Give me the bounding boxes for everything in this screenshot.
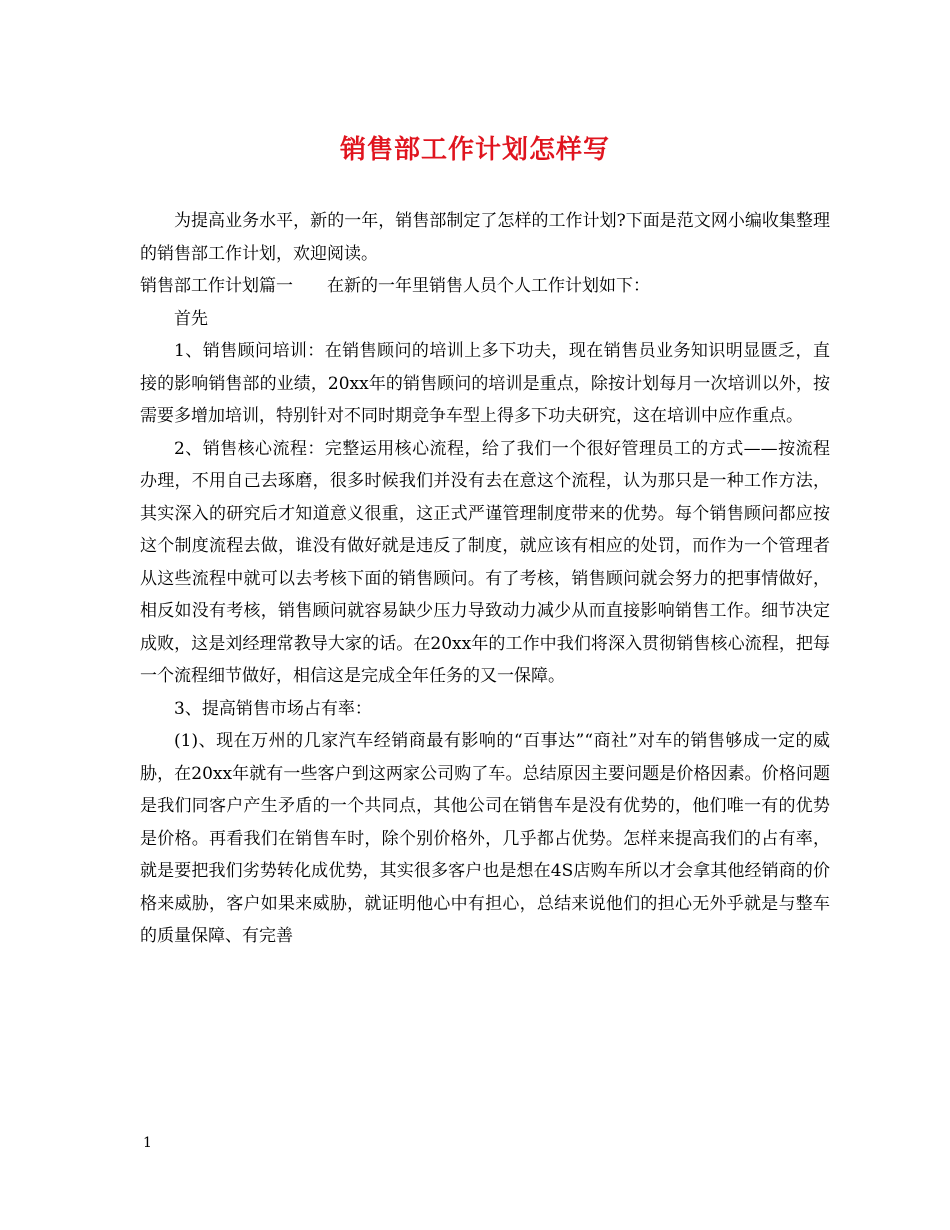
intro-paragraph: 为提高业务水平，新的一年，销售部制定了怎样的工作计划?下面是范文网小编收集整理的销售部工作计划，欢迎阅读。	[140, 211, 830, 264]
item3-1-paragraph: (1)、现在万州的几家汽车经销商最有影响的“百事达”“商社”对车的销售够成一定的威胁，在20xx年就有一些客户到这两家公司购了车。总结原因主要问题是价格因素。价格问题是我们同客户产生矛盾的一个共同点，其他公司在销售车是没有优势的，他们唯一有的优势是价格。再看我们在销售车时，除个别价格外，几乎都占优势。怎样来提高我们的占有率，就是要把我们劣势转化成优势，其实很多客户也是想在4S店购车所以才会拿其他经销商的价格来威胁，客户如果来威胁，就证明他心中有担心，总结来说他们的担心无外乎就是与整车的质量保障、有完善	[140, 731, 830, 946]
first-label: 首先	[174, 308, 208, 329]
item2-paragraph: 2、销售核心流程：完整运用核心流程，给了我们一个很好管理员工的方式——按流程办理，不用自己去琢磨，很多时候我们并没有去在意这个流程，认为那只是一种工作方法，其实深入的研究后才知道意义很重，这正式严谨管理制度带来的优势。每个销售顾问都应按这个制度流程去做，谁没有做好就是违反了制度，就应该有相应的处罚，而作为一个管理者从这些流程中就可以去考核下面的销售顾问。有了考核，销售顾问就会努力的把事情做好，相反如没有考核，销售顾问就容易缺少压力导致动力减少从而直接影响销售工作。细节决定成败，这是刘经理常教导大家的话。在20xx年的工作中我们将深入贯彻销售核心流程，把每一个流程细节做好，相信这是完成全年任务的又一保障。	[140, 438, 830, 686]
document-body	[140, 205, 830, 953]
document-title: 销售部工作计划怎样写	[339, 135, 610, 165]
item3-paragraph: 3、提高销售市场占有率：	[174, 698, 372, 719]
section-heading-row	[140, 270, 830, 303]
section-lead: 在新的一年里销售人员个人工作计划如下：	[327, 276, 650, 296]
page-number: 1	[143, 1135, 152, 1151]
item1-paragraph: 1、销售顾问培训：在销售顾问的培训上多下功夫，现在销售员业务知识明显匮乏，直接的影响销售部的业绩，20xx年的销售顾问的培训是重点，除按计划每月一次培训以外，按需要多增加培训，特别针对不同时期竞争车型上得多下功夫研究，这在培训中应作重点。	[140, 341, 830, 426]
section-heading: 销售部工作计划篇一	[140, 276, 293, 296]
